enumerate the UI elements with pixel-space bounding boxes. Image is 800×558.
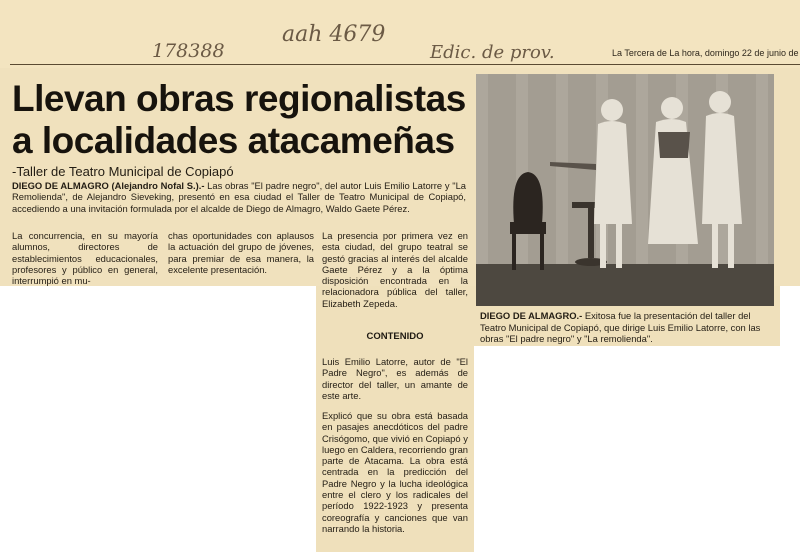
stage-photo (476, 74, 774, 306)
catalog-number: 178388 (152, 40, 225, 62)
headline-line-2: a localidades atacameñas (12, 120, 455, 161)
intro-dateline: DIEGO DE ALMAGRO (Alejandro Nofal S.).- (12, 180, 205, 191)
photo-caption (480, 310, 776, 345)
subhead: -Taller de Teatro Municipal de Copiapó (12, 164, 234, 179)
headline (12, 78, 472, 162)
column-2-text: chas oportunidades con aplausos la actuación del grupo de jóvenes, para premiar de esa manera, la excelente presentación. (168, 230, 314, 275)
caption-body: Exitosa fue la presentación del taller del Teatro Municipal de Copiapó, que dirige Luis Emilio Latorre, con las obras "El padre negro" y "La remolienda". (480, 310, 761, 344)
column-3-paragraph-2: Luis Emilio Latorre, autor de "El Padre Negro", es además de director del taller, un amante de este arte. (322, 356, 468, 401)
archive-code: aah 4679 (282, 22, 386, 47)
headline-line-1: Llevan obras regionalistas (12, 78, 466, 119)
edition-note: Edic. de prov. (430, 42, 555, 63)
section-title: CONTENIDO (366, 331, 424, 342)
intro-paragraph (12, 180, 466, 214)
stage-photo-illustration (476, 74, 774, 306)
header-rule (10, 64, 800, 65)
intro-body: Las obras "El padre negro", del autor Luis Emilio Latorre y "La Remolienda", de Alejandro Sieveking, presentó en esa ciudad el Taller de Teatro Municipal de Copiapó, accediendo a una invitación formulada por el alcalde de Diego de Almagro, Waldo Gaete Pérez. (12, 180, 467, 214)
caption-dateline: DIEGO DE ALMAGRO.- (480, 310, 583, 321)
column-1-text: La concurrencia, en su mayoría alumnos, directores de establecimientos educacionales, profesores y público en general, interrumpió en mu- (12, 230, 158, 287)
dateline: La Tercera de La hora, domingo 22 de junio de (612, 48, 799, 58)
column-3-text: La presencia por primera vez en esta ciudad, del grupo teatral se gestó gracias al interés del alcalde Gaete Pérez y a la óptima disposición encontrada en la relacionadora pública del taller, Elizabeth Zepeda. (322, 230, 468, 309)
column-3-paragraph-3: Explicó que su obra está basada en pasajes anecdóticos del padre Crisógomo, que vivió en Copiapó y luego en Caldera, recorriendo gran parte de Atacama. La obra está centrada en la predicción del Padre Negro y la lucha ideológica entre el clero y los radicales del período 1922-1923 y presenta coreografía y canciones que van narrando la historia. (322, 410, 468, 534)
